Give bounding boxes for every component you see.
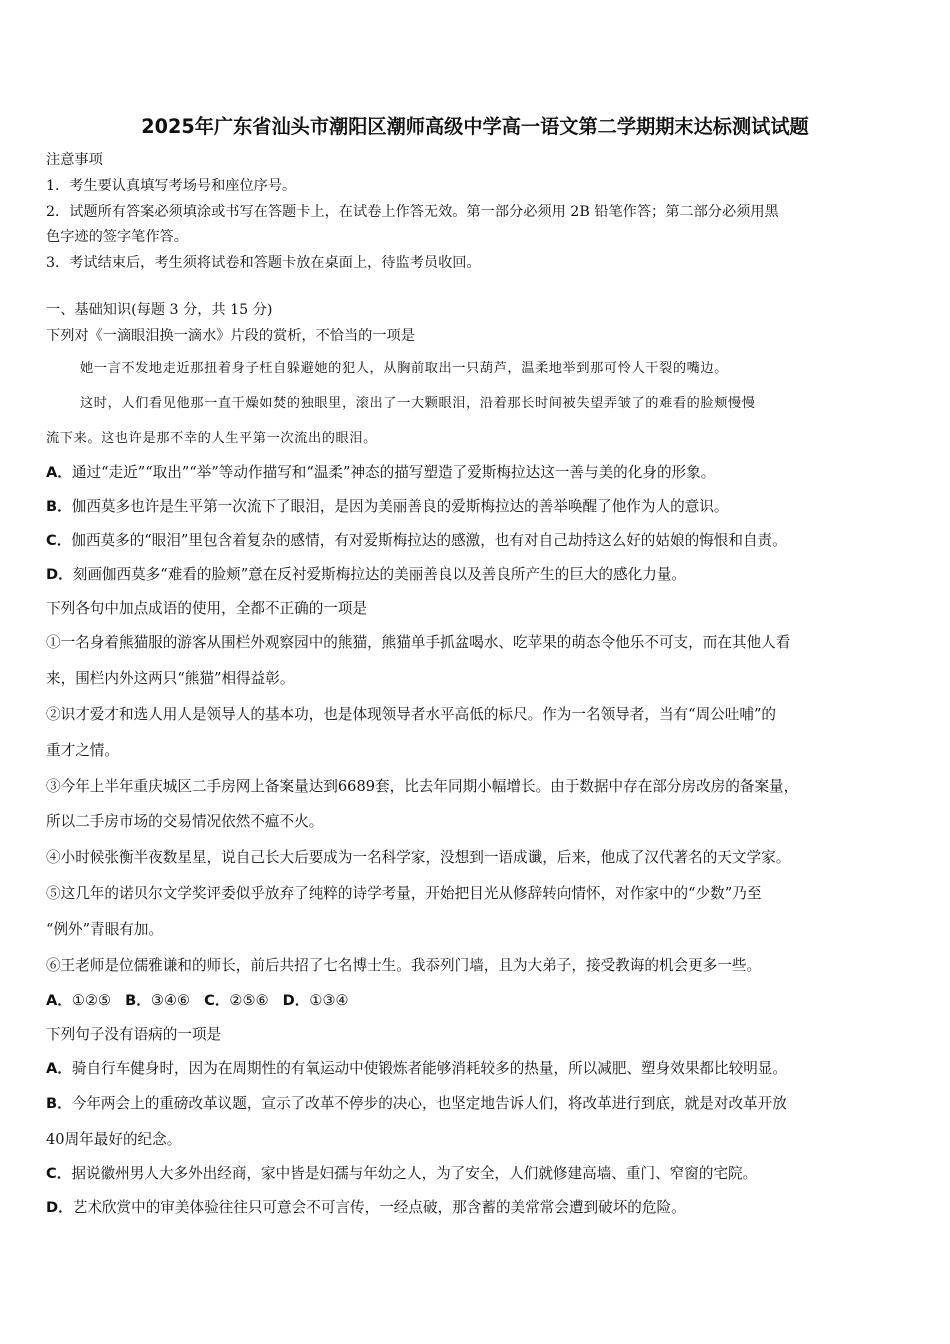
option-q3-a: [46, 1059, 787, 1079]
question-stem-1: 下列对《一滴眼泪换一滴水》片段的赏析，不恰当的一项是: [46, 328, 415, 344]
option-q1-b: [46, 497, 728, 517]
option-text: ②⑤⑥: [229, 992, 269, 1009]
q2-line: 重才之情。: [46, 742, 119, 759]
option-letter: D．: [46, 566, 73, 583]
q2-line: ②识才爱才和选人用人是领导人的基本功，也是体现领导者水平高低的标尺。作为一名领导者，当有“周公吐哺”的: [46, 706, 777, 723]
option-text: 今年两会上的重磅改革议题，宣示了改革不停步的决心，也坚定地告诉人们，将改革进行到底，就是对改革开放: [71, 1095, 787, 1112]
option-q1-c: [46, 531, 787, 551]
option-q3-b: [46, 1094, 787, 1114]
option-letter: C．: [46, 1165, 72, 1182]
option-letter: B．: [125, 992, 151, 1009]
question-stem-2: 下列各句中加点成语的使用，全都不正确的一项是: [46, 600, 368, 617]
option-letter: C．: [46, 532, 72, 549]
option-text: 通过“走近”“取出”“举”等动作描写和“温柔”神态的描写塑造了爱斯梅拉达这一善与美的化身的形象。: [71, 464, 716, 481]
question-stem-3: 下列句子没有语病的一项是: [46, 1026, 222, 1043]
option-letter: A．: [46, 992, 72, 1009]
q2-line: 来，围栏内外这两只“熊猫”相得益彰。: [46, 670, 295, 687]
option-text: 骑自行车健身时，因为在周期性的有氧运动中使锻炼者能够消耗较多的热量，所以减肥、塑身效果都比较明显。: [71, 1060, 787, 1077]
section-heading: 一、基础知识(每题 3 分，共 15 分): [46, 302, 273, 318]
option-text: 40周年最好的纪念。: [46, 1131, 182, 1148]
option-letter: B．: [46, 498, 72, 515]
option-text: ①③④: [309, 992, 349, 1009]
notice-heading: 注意事项: [46, 152, 103, 168]
option-text: 艺术欣赏中的审美体验往往只可意会不可言传，一经点破，那含蓄的美常常会遭到破坏的危险。: [72, 1199, 686, 1216]
option-q1-a: [46, 463, 715, 483]
q2-options: [46, 991, 349, 1011]
passage-line: 她一言不发地走近那扭着身子枉自躲避她的犯人，从胸前取出一只葫芦，温柔地举到那可怜人干裂的嘴边。: [80, 361, 729, 376]
notice-item: 2．试题所有答案必须填涂或书写在答题卡上，在试卷上作答无效。第一部分必须用 2B 铅笔作答；第二部分必须用黑: [46, 204, 779, 220]
option-letter: A．: [46, 464, 72, 481]
option-q3-b-continued: [46, 1130, 181, 1150]
page-title: 2025年广东省汕头市潮阳区潮师高级中学高一语文第二学期期末达标测试试题: [141, 115, 809, 138]
option-q3-c: [46, 1164, 757, 1184]
option-q3-d: [46, 1198, 686, 1218]
q2-line: ④小时候张衡半夜数星星，说自己长大后要成为一名科学家，没想到一语成谶，后来，他成了汉代著名的天文学家。: [46, 849, 791, 866]
option-letter: C．: [204, 992, 230, 1009]
option-letter: B．: [46, 1095, 72, 1112]
option-text: ③④⑥: [150, 992, 191, 1009]
q2-line: ⑤这几年的诺贝尔文学奖评委似乎放弃了纯粹的诗学考量，开始把目光从修辞转向情怀，对作家中的“少数”乃至: [46, 885, 762, 902]
option-text: 伽西莫多也许是生平第一次流下了眼泪，是因为美丽善良的爱斯梅拉达的善举唤醒了他作为人的意识。: [71, 498, 729, 515]
option-letter: A．: [46, 1060, 72, 1077]
q2-line: “例外”青眼有加。: [46, 921, 164, 938]
option-text: 伽西莫多的“眼泪”里包含着复杂的感情，有对爱斯梅拉达的感激，也有对自己劫持这么好的姑娘的悔恨和自责。: [71, 532, 787, 549]
passage-line: 流下来。这也许是那不幸的人生平第一次流出的眼泪。: [46, 431, 377, 446]
notice-item: 1．考生要认真填写考场号和座位序号。: [46, 178, 297, 194]
option-text: 据说徽州男人大多外出经商，家中皆是妇孺与年幼之人，为了安全，人们就修建高墙、重门、窄窗的宅院。: [71, 1165, 758, 1182]
option-text: 刻画伽西莫多“难看的脸颊”意在反衬爱斯梅拉达的美丽善良以及善良所产生的巨大的感化力量。: [72, 566, 686, 583]
option-text: ①②⑤: [71, 992, 112, 1009]
option-letter: D．: [46, 1199, 73, 1216]
option-q1-d: [46, 565, 686, 585]
option-letter: D．: [282, 992, 310, 1009]
q2-line: ⑥王老师是位儒雅谦和的师长，前后共招了七名博士生。我忝列门墙，且为大弟子，接受教诲的机会更多一些。: [46, 957, 762, 974]
notice-item: 3．考试结束后，考生须将试卷和答题卡放在桌面上，待监考员收回。: [46, 255, 481, 271]
notice-item: 色字迹的签字笔作答。: [46, 229, 188, 245]
q2-line: 所以二手房市场的交易情况依然不瘟不火。: [46, 813, 324, 830]
passage-line: 这时，人们看见他那一直干燥如焚的独眼里，滚出了一大颗眼泪，沿着那长时间被失望弄皱了的难看的脸颊慢慢: [80, 396, 756, 411]
q2-line: ③今年上半年重庆城区二手房网上备案量达到6689套，比去年同期小幅增长。由于数据中存在部分房改房的备案量，: [46, 778, 799, 795]
q2-line: ①一名身着熊猫服的游客从围栏外观察园中的熊猫，熊猫单手抓盆喝水、吃苹果的萌态令他乐不可支，而在其他人看: [46, 634, 791, 651]
